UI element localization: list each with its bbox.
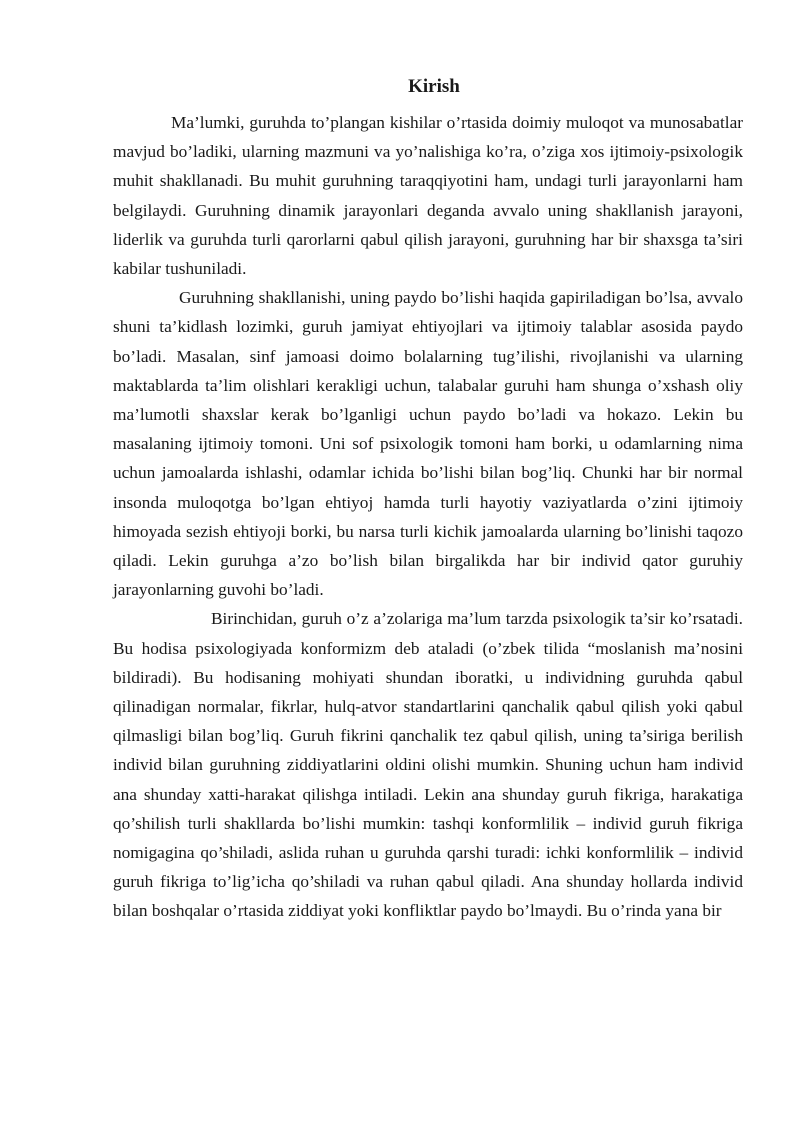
paragraph-1: Ma’lumki, guruhda to’plangan kishilar o’rtasida doimiy muloqot va munosabatlar mavjud bo’ladiki, ularning mazmuni va yo’nalishiga ko’ra, o’ziga xos ijtimoiy-psixologik muhit shakllanadi. Bu muhit guruhning taraqqiyotini ham, undagi turli jarayonlarni ham belgilaydi. Guruhning dinamik jarayonlari deganda avvalo uning shakllanish jarayoni, liderlik va guruhda turli qarorlarni qabul qilish jarayoni, guruhning har bir shaxsga ta’siri kabilar tushuniladi. [113,113,743,279]
paragraph-3: Birinchidan, guruh o’z a’zolariga ma’lum tarzda psixologik ta’sir ko’rsatadi. Bu hodisa psixologiyada konformizm deb ataladi (o’zbek tilida “moslanish ma’nosini bildiradi). Bu hodisaning mohiyati shundan iboratki, u individning guruhda qabul qilinadigan normalar, fikrlar, hulq-atvor standartlarini qanchalik qabul qilish yoki qabul qilmasligi bilan bog’liq. Guruh fikrini qanchalik tez qabul qilish, uning ta’siriga berilish individ bilan guruhning ziddiyatlarini oldini olishi mumkin. Shuning uchun ham individ ana shunday xatti-harakat qilishga intiladi. Lekin ana shunday guruh fikriga, harakatiga qo’shilish turli shakllarda bo’lishi mumkin: tashqi konformlilik – individ guruh fikriga nomigagina qo’shiladi, aslida ruhan u guruhda qarshi turadi: ichki konformlilik – individ guruh fikriga to’lig’icha qo’shiladi va ruhan qabul qiladi. Ana shunday hollarda individ bilan boshqalar o’rtasida ziddiyat yoki konfliktlar paydo bo’lmaydi. Bu o’rinda yana bir [113,609,743,921]
document-body [113,108,743,926]
paragraph-2: Guruhning shakllanishi, uning paydo bo’lishi haqida gapiriladigan bo’lsa, avvalo shuni ta’kidlash lozimki, guruh jamiyat ehtiyojlari va ijtimoiy talablar asosida paydo bo’ladi. Masalan, sinf jamoasi doimo bolalarning tug’ilishi, rivojlanishi va ularning maktablarda ta’lim olishlari kerakligi uchun, talabalar guruhi ham shunga o’xshash oliy ma’lumotli shaxslar kerak bo’lganligi uchun paydo bo’ladi va hokazo. Lekin bu masalaning ijtimoiy tomoni. Uni sof psixologik tomoni ham borki, u odamlarning nima uchun jamoalarda ishlashi, odamlar ichida bo’lishi bilan bog’liq. Chunki har bir normal insonda muloqotga bo’lgan ehtiyoj hamda turli hayotiy vaziyatlarda o’zini ijtimoiy himoyada sezish ehtiyoji borki, bu narsa turli kichik jamoalarda ularning bo’linishi taqozo qiladi. Lekin guruhga a’zo bo’lish bilan birgalikda har bir individ qator guruhiy jarayonlarning guvohi bo’ladi. [113,288,743,600]
page-title: Kirish [408,76,460,97]
